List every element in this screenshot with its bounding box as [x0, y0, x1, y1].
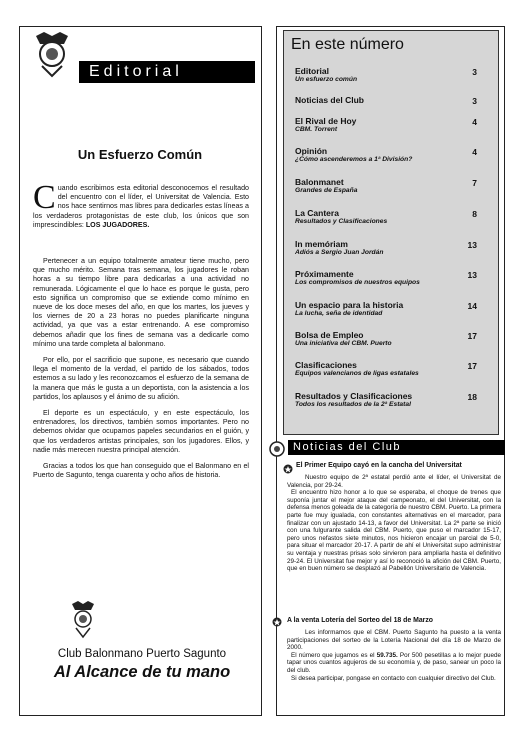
- editorial-paragraph: Por ello, por el sacrificio que supone, es necesario que cuando llega el momento de la verdad, el partido de los sábados, todos estemos a su lado y les reconozcamos el esfuerzo de la semana de la manera que más le gusta a un deportista, con la asistencia a los partidos, los aplausos y el ánimo de su afición.: [33, 356, 249, 401]
- news-headline: A la venta Lotería del Sorteo del 18 de Marzo: [287, 617, 434, 624]
- toc-item-title: Editorial: [295, 66, 330, 76]
- toc-item-title: Balonmanet: [295, 177, 344, 187]
- footer-club-name: Club Balonmano Puerto Sagunto: [57, 648, 227, 660]
- intro-text: uando escribimos esta editorial desconocemos el resultado del encuentro con el líder, el Universitat de Valencia. Esto nos hace sentirnos mas libres para dedicarles estas líneas a los verdaderos protagonistas de este club, los únicos que son imprescindibles:: [33, 184, 249, 229]
- toc-item-page: 14: [467, 301, 477, 311]
- toc-item-rival[interactable]: [295, 116, 470, 134]
- toc-item-balonmanet[interactable]: [295, 177, 470, 195]
- news-article: [287, 629, 501, 682]
- toc-item-editorial[interactable]: [295, 66, 470, 84]
- toc-item-page: 8: [472, 209, 477, 219]
- club-logo: [30, 30, 74, 80]
- toc-heading: En este número: [291, 36, 404, 53]
- toc-item-title: In memóriam: [295, 239, 348, 249]
- toc-item-title: Resultados y Clasificaciones: [295, 391, 413, 401]
- toc-item-subtitle: Grandes de España: [295, 187, 358, 194]
- star-bullet-icon: [272, 614, 282, 624]
- toc-item-subtitle: CBM. Torrent: [295, 126, 338, 133]
- toc-item-title: Bolsa de Empleo: [295, 330, 364, 340]
- toc-item-cantera[interactable]: [295, 208, 470, 226]
- toc-item-historia[interactable]: [295, 300, 470, 318]
- toc-item-page: 17: [467, 331, 477, 341]
- toc-item-page: 4: [472, 147, 477, 157]
- toc-item-title: Próximamente: [295, 269, 354, 279]
- news-text-fragment: El número que jugamos es el: [291, 651, 375, 659]
- toc-item-resultados[interactable]: [295, 391, 470, 409]
- toc-item-page: 13: [467, 240, 477, 250]
- toc-item-opinion[interactable]: [295, 146, 470, 164]
- star-bullet-icon: [283, 461, 293, 471]
- toc-item-subtitle: La lucha, seña de identidad: [295, 310, 383, 317]
- toc-item-subtitle: Adiós a Sergio Juan Jordán: [295, 249, 384, 256]
- toc-item-title: Clasificaciones: [295, 360, 357, 370]
- toc-item-page: 3: [472, 67, 477, 77]
- editorial-paragraph: El deporte es un espectáculo, y en este espectáculo, los entrenadores, los directivos, también somos importantes. Pero no debemos olvidar que ocupamos papeles secundarios en el guión, y que los verdaderos artistas principales, son los jugadores. Ellos, y nadie más merecen nuestra principal atención.: [33, 409, 249, 454]
- news-headline: El Primer Equipo cayó en la cancha del Universitat: [296, 462, 462, 469]
- toc-item-subtitle: Resultados y Clasificaciones: [295, 218, 388, 225]
- toc-item-title: Noticias del Club: [295, 95, 364, 105]
- lottery-number: 59.735.: [376, 651, 398, 659]
- toc-item-proximamente[interactable]: [295, 269, 470, 287]
- news-paragraph: Nuestro equipo de 2ª estatal perdió ante el líder, el Universitat de Valencia, por 29-24.: [287, 474, 501, 489]
- news-paragraph: El encuentro hizo honor a lo que se esperaba, el choque de trenes que suponía juntar el mejor ataque del campeonato, el del Universitat, con la defensa menos goleada de la categoría de nuestro CBM. Puerto. La primera parte fue muy igualada, con constantes alternativas en el marcador, para finalizar con un ajustado 14-13, a favor del Universitat. La 2ª parte se inició con una fulgurante salida del CBM. Puerto, que puso el marcador 15-17, pero unos nefastos siete minutos, nos hicieron encajar un parcial de 5-0, para situar el marcador 20-17. A partir de ahí el Universitat supo administrar su ventaja y nuestras prisas solo sirvieron para ampliarla hasta el definitivo 29-24. El Universitat fue mejor y así lo reconoció la afición del CBM. Puerto, que en buen número se desplazó al Pabellón Universitario de Valencia.: [287, 489, 501, 573]
- toc-item-page: 17: [467, 361, 477, 371]
- toc-item-title: Un espacio para la historia: [295, 300, 404, 310]
- toc-item-title: La Cantera: [295, 208, 339, 218]
- news-paragraph: [287, 652, 501, 675]
- news-paragraph: Si desea participar, pongase en contacto con cualquier directivo del Club.: [291, 674, 496, 682]
- footer-slogan: Al Alcance de tu mano: [53, 663, 231, 681]
- toc-item-noticias[interactable]: [295, 95, 470, 105]
- editorial-title: Un Esfuerzo Común: [77, 147, 203, 162]
- news-section-label: Noticias del Club: [288, 440, 505, 455]
- news-text-fragment: Por 500 pesetillas a lo mejor puede tapar unos cuantos agujeros de su economía y, de paso, sanear un poco la del club.: [287, 651, 502, 674]
- intro-emphasis: LOS JUGADORES.: [85, 220, 150, 229]
- toc-item-subtitle: Equipos valencianos de ligas estatales: [295, 370, 419, 377]
- toc-item-clasificaciones[interactable]: [295, 360, 470, 378]
- toc-item-subtitle: Un esfuerzo común: [295, 76, 358, 83]
- editorial-intro: [33, 179, 249, 230]
- editorial-paragraph: Pertenecer a un equipo totalmente amateur tiene mucho, pero que mucho mérito. Semana tras semana, los jugadores le roban horas a su tiempo libre para dedicarlas a una actividad no remunerada. Lógicamente el que lo hace es porque le gusta, pero esto significa un compromiso que se extiende como mínimo en nueve de los doce meses del año, en que los martes, los jueves y los viernes de 20 a 23 horas no puedes planificarte ninguna actividad, ya que vas a estar entrenando. A ese compromiso debemos añadir que los fines de semana vas a dedicarle como mínimo una tarde completa al balonmano.: [33, 257, 249, 348]
- toc-item-page: 7: [472, 178, 477, 188]
- news-article: [287, 474, 501, 573]
- toc-item-page: 4: [472, 117, 477, 127]
- club-crest-icon: [68, 600, 98, 640]
- editorial-section-label: Editorial: [79, 61, 255, 83]
- drop-cap: C: [33, 179, 56, 216]
- toc-item-page: 13: [467, 270, 477, 280]
- toc-item-memoriam[interactable]: [295, 239, 470, 257]
- editorial-body: [33, 257, 249, 487]
- toc-item-subtitle: Una iniciativa del CBM. Puerto: [295, 340, 392, 347]
- toc-item-subtitle: Los compromisos de nuestros equipos: [295, 279, 420, 286]
- toc-item-page: 3: [472, 96, 477, 106]
- toc-item-subtitle: Todos los resultados de la 2ª Estatal: [295, 401, 411, 408]
- editorial-paragraph: Gracias a todos los que han conseguido que el Balonmano en el Puerto de Sagunto, tenga cuarenta y ocho años de historia.: [33, 462, 249, 480]
- toc-item-empleo[interactable]: [295, 330, 470, 348]
- news-paragraph: Les informamos que el CBM. Puerto Sagunto ha puesto a la venta participaciones del sorteo de la Lotería Nacional del día 18 de Marzo de 2000.: [287, 629, 501, 652]
- club-crest-icon: [268, 440, 286, 458]
- toc-item-subtitle: ¿Cómo ascenderemos a 1ª División?: [295, 156, 413, 163]
- toc-item-title: El Rival de Hoy: [295, 116, 357, 126]
- toc-item-page: 18: [467, 392, 477, 402]
- toc-item-title: Opinión: [295, 146, 328, 156]
